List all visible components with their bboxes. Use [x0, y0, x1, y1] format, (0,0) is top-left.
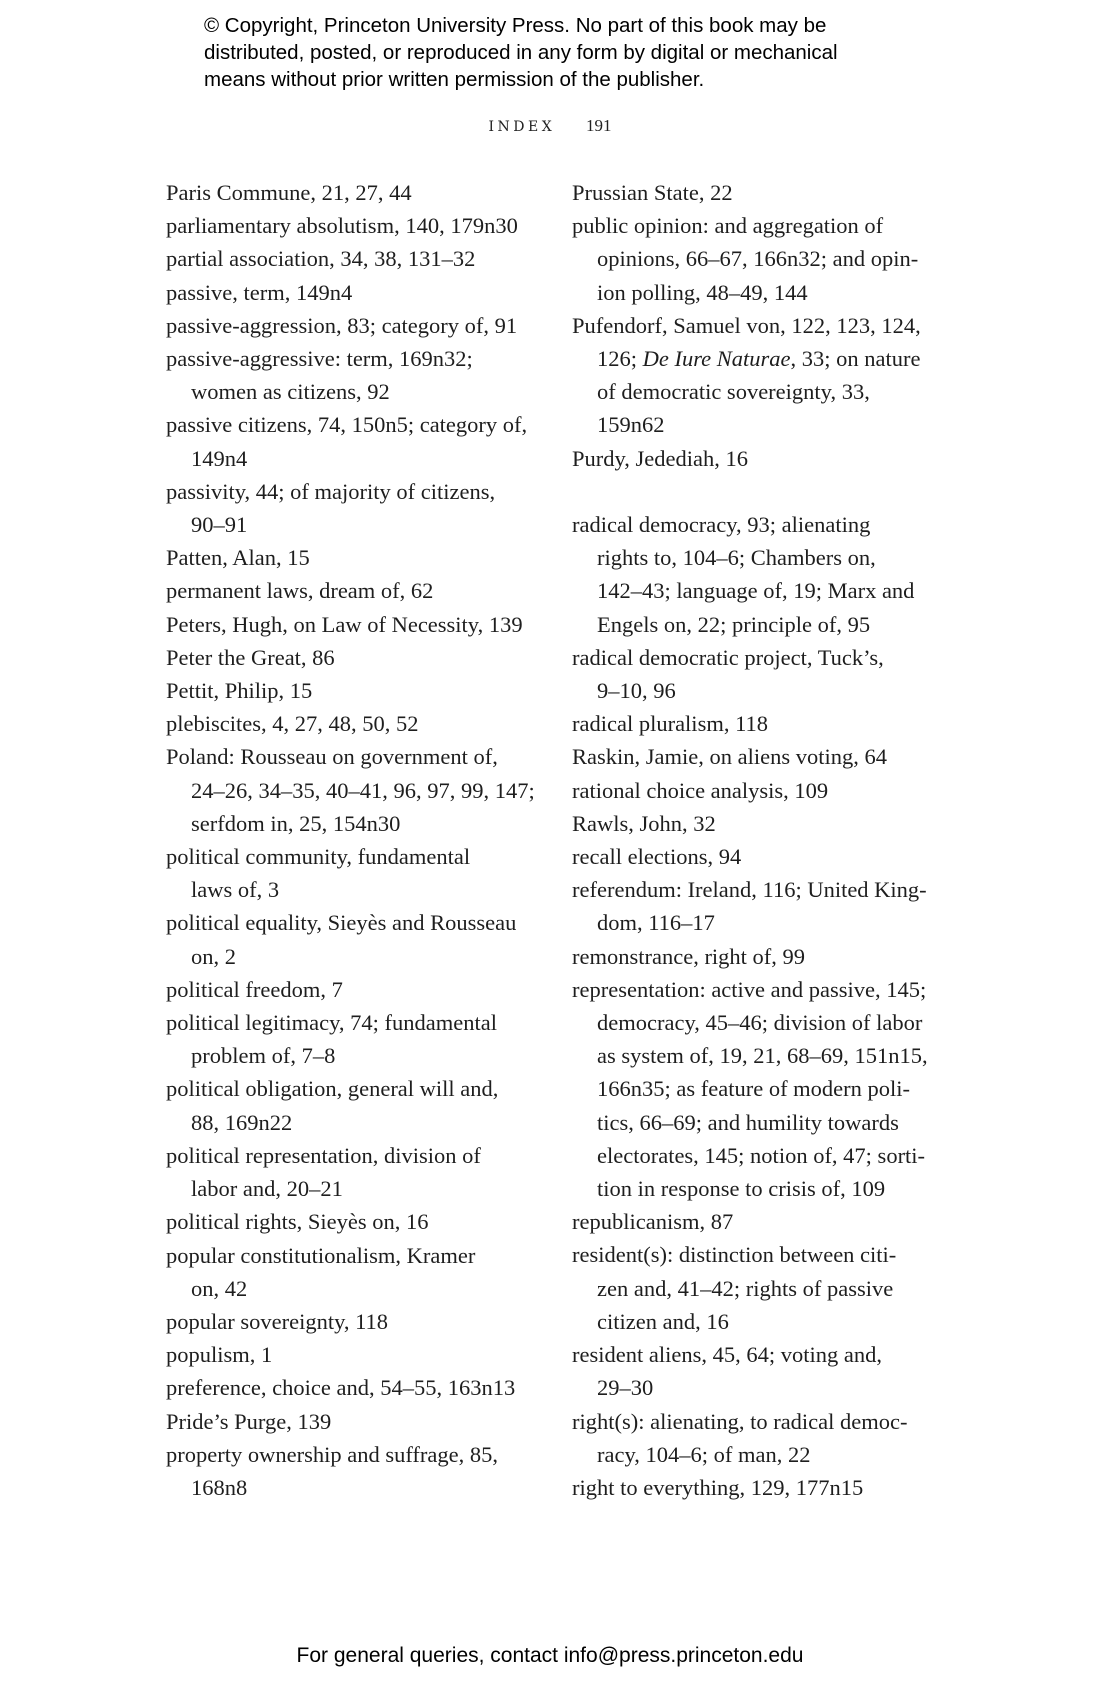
- index-entry-line: rights to, 104–6; Chambers on,: [597, 545, 876, 571]
- index-entry-line: political legitimacy, 74; fundamental: [166, 1010, 497, 1036]
- index-entry-line: zen and, 41–42; rights of passive: [597, 1275, 894, 1301]
- index-entry-line: passivity, 44; of majority of citizens,: [166, 478, 496, 504]
- index-entry-line: 159n62: [597, 412, 665, 438]
- index-entry-line: Peters, Hugh, on Law of Necessity, 139: [166, 611, 523, 637]
- index-entry-line: political obligation, general will and,: [166, 1076, 499, 1102]
- index-entry-line: republicanism, 87: [572, 1209, 734, 1235]
- index-entry-line: radical democracy, 93; alienating: [572, 512, 871, 538]
- index-entry-line: remonstrance, right of, 99: [572, 943, 806, 969]
- index-entry-line: radical democratic project, Tuck’s,: [572, 644, 884, 670]
- index-entry: [572, 209, 972, 309]
- index-entry-line: passive-aggression, 83; category of, 91: [166, 312, 518, 338]
- index-entry: [572, 508, 972, 641]
- index-entry-line: resident(s): distinction between citi-: [572, 1242, 897, 1268]
- index-entry-line: 9–10, 96: [597, 678, 676, 704]
- index-entry-line: representation: active and passive, 145;: [572, 976, 927, 1002]
- index-column-right: [572, 176, 972, 1504]
- index-entry: [166, 1239, 566, 1305]
- index-entry-line: 29–30: [597, 1375, 654, 1401]
- index-entry-line: racy, 104–6; of man, 22: [597, 1441, 811, 1467]
- copyright-line: © Copyright, Princeton University Press. No part of this book may be: [204, 14, 827, 37]
- index-entry-line: passive, term, 149n4: [166, 279, 353, 305]
- index-entry: [166, 840, 566, 906]
- index-entry: [572, 176, 972, 209]
- index-group: [572, 176, 972, 309]
- index-entry-line: Purdy, Jedediah, 16: [572, 445, 749, 471]
- index-entry: [166, 973, 566, 1006]
- index-entry-line: Prussian State, 22: [572, 180, 733, 205]
- index-entry-line: serfdom in, 25, 154n30: [191, 810, 401, 836]
- index-entry: [166, 1006, 566, 1072]
- index-entry: [166, 309, 566, 342]
- index-entry-line: dom, 116–17: [597, 910, 715, 936]
- index-entry-line: right to everything, 129, 177n15: [572, 1474, 864, 1500]
- index-entry-line: 166n35; as feature of modern poli-: [597, 1076, 911, 1102]
- index-entry: [166, 342, 566, 408]
- index-entry-line: political community, fundamental: [166, 844, 471, 870]
- index-entry-line: Pufendorf, Samuel von, 122, 123, 124,: [572, 312, 921, 338]
- index-entry: [166, 608, 566, 641]
- index-entry-line: plebiscites, 4, 27, 48, 50, 52: [166, 711, 419, 737]
- index-entry: [572, 840, 972, 873]
- index-entry-line: 90–91: [191, 512, 248, 538]
- index-entry: [572, 442, 972, 475]
- index-entry-line: permanent laws, dream of, 62: [166, 578, 434, 604]
- index-entry: [166, 1438, 566, 1504]
- index-entry-line: opinions, 66–67, 166n32; and opin-: [597, 246, 919, 272]
- index-entry-line: on, 42: [191, 1275, 248, 1301]
- index-entry-line: labor and, 20–21: [191, 1176, 343, 1202]
- index-entry-line: democracy, 45–46; division of labor: [597, 1010, 923, 1036]
- index-entry-line: Rawls, John, 32: [572, 810, 716, 836]
- index-entry-line: electorates, 145; notion of, 47; sorti-: [597, 1142, 926, 1168]
- index-entry-line: resident aliens, 45, 64; voting and,: [572, 1342, 882, 1368]
- index-group: [572, 508, 972, 1504]
- index-entry-line: 168n8: [191, 1474, 248, 1500]
- index-entry-line: parliamentary absolutism, 140, 179n30: [166, 213, 518, 239]
- index-entry-line: Engels on, 22; principle of, 95: [597, 611, 871, 637]
- index-entry: [166, 209, 566, 242]
- index-entry: [572, 774, 972, 807]
- index-entry: [166, 740, 566, 840]
- index-entry: [572, 1338, 972, 1404]
- index-entry-line: referendum: Ireland, 116; United King-: [572, 877, 927, 903]
- index-entry: [572, 873, 972, 939]
- index-entry: [572, 707, 972, 740]
- index-entry-line: 88, 169n22: [191, 1109, 293, 1135]
- index-entry-line: of democratic sovereignty, 33,: [597, 379, 870, 405]
- index-entry: [166, 1371, 566, 1404]
- index-entry: [166, 1072, 566, 1138]
- index-entry-line: Paris Commune, 21, 27, 44: [166, 180, 412, 205]
- index-entry: [572, 1405, 972, 1471]
- index-entry: [166, 1205, 566, 1238]
- index-entry-line: women as citizens, 92: [191, 379, 390, 405]
- index-entry: [166, 1139, 566, 1205]
- index-entry: [572, 740, 972, 773]
- running-head: [0, 114, 1100, 139]
- index-entry: [166, 242, 566, 275]
- index-entry: [166, 1338, 566, 1371]
- index-entry-line: radical pluralism, 118: [572, 711, 768, 737]
- index-entry-line: public opinion: and aggregation of: [572, 213, 884, 239]
- index-entry-line: Patten, Alan, 15: [166, 545, 310, 571]
- index-entry-line: political equality, Sieyès and Rousseau: [166, 910, 517, 936]
- index-entry-line: Peter the Great, 86: [166, 644, 335, 670]
- index-entry-line: on, 2: [191, 943, 236, 969]
- index-entry-line: ion polling, 48–49, 144: [597, 279, 808, 305]
- index-entry-line: preference, choice and, 54–55, 163n13: [166, 1375, 516, 1401]
- index-entry-line: Raskin, Jamie, on aliens voting, 64: [572, 744, 887, 770]
- index-entry: [166, 176, 566, 209]
- index-entry-line: tics, 66–69; and humility towards: [597, 1109, 899, 1135]
- index-entry-line: 149n4: [191, 445, 248, 471]
- index-entry: [166, 641, 566, 674]
- index-entry-line: rational choice analysis, 109: [572, 777, 829, 803]
- copyright-line: means without prior written permission of the publisher.: [204, 68, 705, 91]
- index-entry-line: popular sovereignty, 118: [166, 1308, 389, 1334]
- index-entry: [166, 1305, 566, 1338]
- index-entry-line: Poland: Rousseau on government of,: [166, 744, 498, 770]
- index-entry-line: citizen and, 16: [597, 1308, 729, 1334]
- copyright-notice: [204, 12, 964, 93]
- index-entry: [166, 1405, 566, 1438]
- index-entry: [166, 707, 566, 740]
- index-entry-line: Pride’s Purge, 139: [166, 1408, 332, 1434]
- index-entry-line: political rights, Sieyès on, 16: [166, 1209, 429, 1235]
- index-entry-line: tion in response to crisis of, 109: [597, 1176, 886, 1202]
- running-head-label: INDEX: [488, 119, 556, 135]
- index-entry-line: problem of, 7–8: [191, 1043, 336, 1069]
- footer-contact: For general queries, contact info@press.princeton.edu: [296, 1644, 804, 1667]
- index-entry-line: property ownership and suffrage, 85,: [166, 1441, 498, 1467]
- index-entry-line: partial association, 34, 38, 131–32: [166, 246, 476, 272]
- index-entry: [166, 674, 566, 707]
- index-entry-line: populism, 1: [166, 1342, 273, 1368]
- index-entry-line: political freedom, 7: [166, 976, 343, 1002]
- entry-text: 126;: [597, 346, 643, 372]
- index-entry-line: 24–26, 34–35, 40–41, 96, 97, 99, 147;: [191, 777, 535, 803]
- index-entry: [572, 973, 972, 1205]
- copyright-line: distributed, posted, or reproduced in any form by digital or mechanical: [204, 41, 838, 64]
- index-entry: [166, 408, 566, 474]
- index-entry: [166, 276, 566, 309]
- index-entry: [572, 1205, 972, 1238]
- index-entry: [166, 574, 566, 607]
- index-entry-line: Pettit, Philip, 15: [166, 678, 313, 704]
- book-title: De Iure Naturae: [642, 346, 791, 372]
- index-entry-line: recall elections, 94: [572, 844, 742, 870]
- index-entry-line: passive citizens, 74, 150n5; category of,: [166, 412, 528, 438]
- index-entry: [166, 475, 566, 541]
- index-entry: [572, 1471, 972, 1504]
- index-entry-line: political representation, division of: [166, 1142, 481, 1168]
- index-entry: [572, 807, 972, 840]
- index-group: [572, 442, 972, 475]
- index-entry-line: [597, 342, 972, 375]
- index-entry: [572, 940, 972, 973]
- index-entry-line: right(s): alienating, to radical democ-: [572, 1408, 908, 1434]
- index-entry: [572, 1238, 972, 1338]
- index-entry-line: 142–43; language of, 19; Marx and: [597, 578, 915, 604]
- index-entry: [572, 641, 972, 707]
- index-entry-line: passive-aggressive: term, 169n32;: [166, 346, 473, 372]
- index-entry-line: laws of, 3: [191, 877, 280, 903]
- index-entry: [166, 906, 566, 972]
- index-entry-line: as system of, 19, 21, 68–69, 151n15,: [597, 1043, 928, 1069]
- entry-text: , 33; on nature: [790, 346, 921, 372]
- index-entry: [572, 309, 972, 442]
- index-entry: [166, 541, 566, 574]
- page-number: 191: [585, 116, 612, 135]
- index-column-left: [166, 176, 566, 1504]
- index-entry-line: popular constitutionalism, Kramer: [166, 1242, 476, 1268]
